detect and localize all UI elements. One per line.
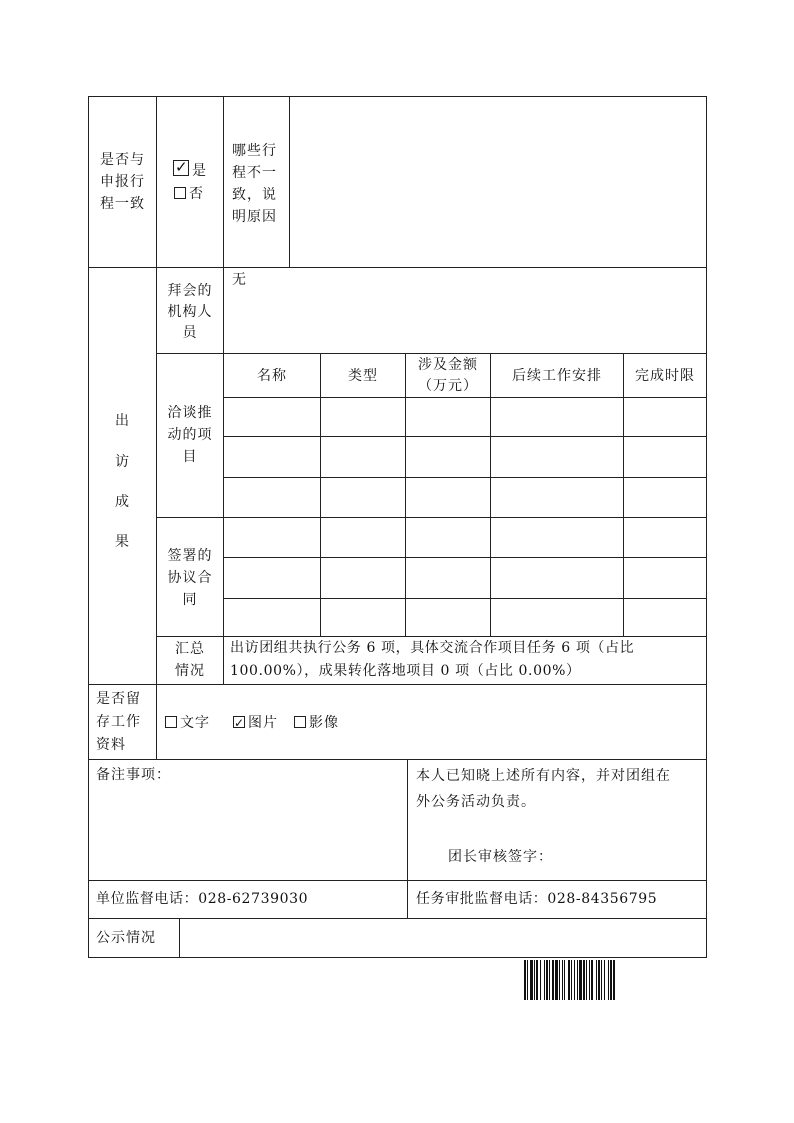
visited-value-cell[interactable]	[223, 267, 707, 354]
table-cell[interactable]	[623, 436, 707, 478]
table-cell[interactable]	[490, 517, 624, 558]
checkbox-yes-icon[interactable]	[173, 160, 189, 176]
table-cell[interactable]	[223, 598, 321, 637]
checkbox-no-icon[interactable]	[174, 187, 186, 199]
publicity-value-cell[interactable]	[179, 918, 707, 958]
table-cell[interactable]	[320, 598, 406, 637]
table-cell[interactable]	[223, 557, 321, 599]
table-cell[interactable]	[320, 436, 406, 478]
agreements-label-line: 签署的	[167, 548, 213, 564]
table-cell[interactable]	[490, 477, 624, 518]
table-cell[interactable]	[223, 397, 321, 437]
table-cell[interactable]	[320, 517, 406, 558]
consistency-options-cell	[156, 96, 224, 268]
results-label-char: 访	[115, 454, 130, 470]
results-label-cell	[88, 267, 157, 685]
table-cell[interactable]	[490, 557, 624, 599]
materials-label-line: 资料	[96, 737, 126, 753]
col-header-amount: 涉及金额	[418, 357, 478, 373]
consistency-no-label: 否	[189, 186, 204, 202]
approval-phone: 任务审批监督电话：028-84356795	[416, 891, 658, 907]
diff-label-line: 致，说	[232, 187, 277, 203]
publicity-label: 公示情况	[96, 930, 156, 946]
table-cell[interactable]	[223, 517, 321, 558]
materials-option-video[interactable]	[294, 713, 339, 734]
visited-label-line: 拜会的	[167, 283, 213, 299]
visited-label-line: 员	[182, 325, 198, 341]
table-cell[interactable]	[490, 397, 624, 437]
table-cell[interactable]	[223, 436, 321, 478]
col-header-type: 类型	[348, 368, 378, 384]
materials-option-label: 影像	[309, 715, 339, 731]
consistency-label-line: 申报行	[100, 174, 145, 190]
signature-label: 团长审核签字：	[448, 849, 553, 865]
table-cell[interactable]	[623, 397, 707, 437]
projects-label-line: 目	[182, 449, 198, 465]
remarks-label: 备注事项：	[96, 767, 171, 783]
table-cell[interactable]	[405, 557, 491, 599]
materials-option-text[interactable]	[165, 713, 210, 734]
statement-line: 外公务活动负责。	[416, 794, 536, 810]
agreements-label-line: 同	[182, 592, 198, 608]
table-cell[interactable]	[623, 557, 707, 599]
materials-label-line: 是否留	[96, 691, 141, 707]
statement-line: 本人已知晓上述所有内容，并对团组在	[416, 768, 671, 784]
checkbox-image-icon[interactable]	[233, 716, 245, 728]
col-header-name: 名称	[257, 368, 287, 384]
summary-label-line: 汇总	[175, 641, 205, 657]
table-cell[interactable]	[405, 397, 491, 437]
diff-label-line: 程不一	[232, 165, 277, 181]
projects-label-line: 洽谈推	[167, 405, 213, 421]
unit-phone: 单位监督电话：028-62739030	[96, 891, 309, 907]
materials-option-label: 图片	[248, 715, 278, 731]
diff-label-line: 哪些行	[232, 143, 277, 159]
checkbox-text-icon[interactable]	[165, 716, 177, 728]
table-cell[interactable]	[405, 517, 491, 558]
table-cell[interactable]	[405, 436, 491, 478]
summary-label-line: 情况	[175, 663, 205, 679]
table-cell[interactable]	[320, 557, 406, 599]
table-cell[interactable]	[623, 598, 707, 637]
diff-value-cell[interactable]	[289, 96, 707, 268]
consistency-label-line: 程一致	[100, 196, 145, 212]
table-cell[interactable]	[623, 477, 707, 518]
consistency-yes-label: 是	[192, 163, 207, 179]
materials-option-image[interactable]	[233, 713, 278, 734]
materials-option-label: 文字	[180, 715, 210, 731]
materials-label-line: 存工作	[96, 714, 141, 730]
table-cell[interactable]	[405, 477, 491, 518]
diff-label-line: 明原因	[232, 209, 277, 225]
agreements-label-line: 协议合	[167, 570, 213, 586]
table-cell[interactable]	[490, 598, 624, 637]
col-header-amount-unit: （万元）	[418, 378, 478, 394]
table-cell[interactable]	[320, 397, 406, 437]
col-header-deadline: 完成时限	[635, 368, 695, 384]
consistency-yes-option[interactable]	[173, 160, 207, 182]
summary-line: 出访团组共执行公务 6 项，具体交流合作项目任务 6 项（占比	[230, 640, 635, 656]
barcode-icon	[524, 960, 678, 1000]
visited-value: 无	[232, 272, 247, 288]
table-cell[interactable]	[623, 517, 707, 558]
checkbox-video-icon[interactable]	[294, 716, 306, 728]
table-cell[interactable]	[320, 477, 406, 518]
results-label-char: 出	[115, 413, 130, 429]
results-label-char: 果	[115, 534, 130, 550]
consistency-label-line: 是否与	[100, 152, 145, 168]
table-cell[interactable]	[405, 598, 491, 637]
table-cell[interactable]	[223, 477, 321, 518]
table-cell[interactable]	[490, 436, 624, 478]
projects-label-line: 动的项	[167, 427, 213, 443]
results-label-char: 成	[115, 494, 130, 510]
consistency-no-option[interactable]	[174, 184, 204, 205]
summary-line: 100.00%），成果转化落地项目 0 项（占比 0.00%）	[230, 663, 581, 679]
visited-label-line: 机构人	[167, 304, 213, 320]
col-header-followup: 后续工作安排	[512, 368, 602, 384]
